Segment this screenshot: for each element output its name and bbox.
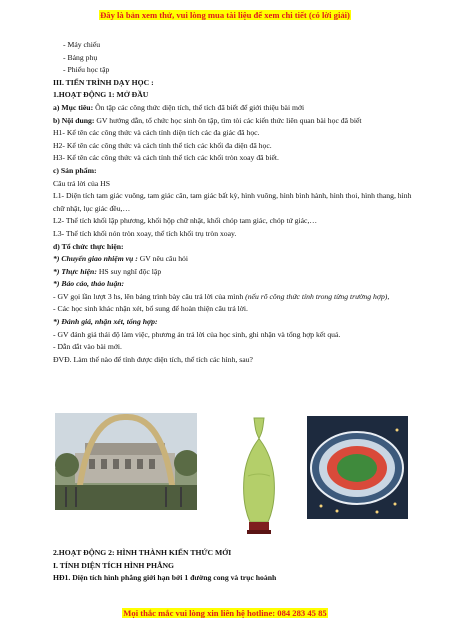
product-answer: Câu trả lời của HS (53, 178, 111, 188)
report-text-2: - Các học sinh khác nhận xét, bổ sung để hoàn thiện câu trả lời. (53, 304, 248, 314)
hd1-heading: HĐ1. Diện tích hình phẳng giới hạn bởi 1 đường cong và trục hoành (53, 573, 277, 583)
arch-gate-photo (55, 413, 197, 510)
organization-heading: d) Tổ chức thực hiện: (53, 241, 124, 251)
objective: a) Mục tiêu: Ôn tập các công thức diện tích, thể tích đã biết để giới thiệu bài mới (53, 102, 305, 112)
section-heading: III. TIẾN TRÌNH DẠY HỌC : (53, 77, 154, 87)
activity-heading: 2.HOẠT ĐỘNG 2: HÌNH THÀNH KIẾN THỨC MỚI (53, 548, 232, 557)
document-body (53, 39, 413, 366)
material-item: - Máy chiếu (63, 40, 101, 49)
footer-banner: Mọi thắc mắc vui lòng xin liên hệ hotline: 084 283 45 85 (123, 608, 327, 618)
activity-heading: 1.HOẠT ĐỘNG 1: MỞ ĐẦU (53, 90, 149, 100)
material-item: - Bảng phụ (63, 52, 98, 62)
answer-l2: L2- Thể tích khối lập phương, khối hộp chữ nhật, khối chóp tam giác, chóp tứ giác,… (53, 216, 318, 226)
product-heading: c) Sản phẩm: (53, 165, 97, 175)
answer-l3: L3- Thể tích khối nón tròn xoay, thể tích khối trụ tròn xoay. (53, 228, 237, 238)
report-heading: *) Báo cáo, thảo luận: (53, 279, 125, 289)
answer-l1: L1- Diện tích tam giác vuông, tam giác cân, tam giác bất kỳ, hình vuông, hình bình hành, hình thoi, hình thang, hình chữ nhật, lục giác đều,… (53, 191, 412, 213)
content: b) Nội dung: GV hướng dẫn, tổ chức học sinh ôn tập, tìm tòi các kiến thức liên quan bài học đã biết (53, 115, 362, 125)
stadium-photo (307, 416, 408, 519)
task-assignment: *) Chuyển giao nhiệm vụ : GV nêu câu hỏi (53, 254, 189, 264)
question-h1: H1- Kể tên các công thức và cách tính diện tích các đa giác đã học. (53, 128, 260, 138)
vase-photo (238, 416, 280, 536)
header-banner: Đây là bản xem thử, vui lòng mua tài liệu để xem chi tiết (có lời giải) (100, 10, 350, 20)
report-text: - GV gọi lần lượt 3 hs, lên bảng trình bày câu trả lời của mình (nếu rõ công thức tính trong từng trường hợp), (53, 291, 390, 301)
section-heading: I. TÍNH DIỆN TÍCH HÌNH PHẲNG (53, 560, 175, 570)
material-item: - Phiếu học tập (63, 65, 110, 75)
question-h3: H3- Kể tên các công thức và cách tính thể tích các khối tròn xoay đã biết. (53, 153, 279, 163)
question-h2: H2- Kể tên các công thức và cách tính thể tích các khối đa diện đã học. (53, 140, 272, 150)
illustration-row (55, 413, 415, 538)
activity2-section (53, 547, 276, 585)
implementation: *) Thực hiện: HS suy nghĩ độc lập (53, 266, 162, 276)
evaluation-text-2: - Dẫn dắt vào bài mới. (53, 342, 122, 352)
evaluation-text: - GV đánh giá thái độ làm việc, phương án trả lời của học sinh, ghi nhận và tổng hợp kết quả. (53, 329, 341, 339)
evaluation-heading: *) Đánh giá, nhận xét, tổng hợp: (53, 317, 158, 327)
problem-question: ĐVĐ. Làm thế nào để tính được diện tích, thể tích các hình, sau? (53, 354, 253, 364)
